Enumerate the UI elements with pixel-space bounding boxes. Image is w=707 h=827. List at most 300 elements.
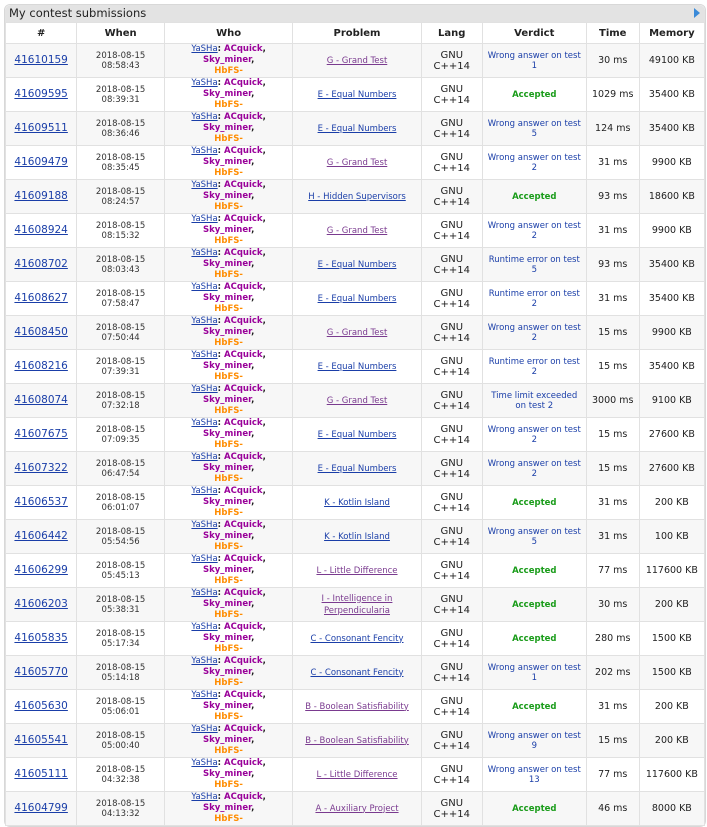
submission-id-cell <box>6 690 77 724</box>
problem-link[interactable]: L - Little Difference <box>316 769 398 780</box>
table-row <box>6 418 705 452</box>
member-separator: , <box>251 157 255 167</box>
table-row <box>6 384 705 418</box>
lang-name: GNU <box>440 763 464 775</box>
who-cell <box>164 248 292 282</box>
submission-time-of-day: 07:09:35 <box>101 434 140 445</box>
member-hbfs[interactable]: HbFS- <box>214 304 243 314</box>
member-acquick[interactable]: ACquick <box>224 78 263 88</box>
problem-link[interactable]: A - Auxiliary Project <box>315 803 399 814</box>
member-hbfs[interactable]: HbFS- <box>214 236 243 246</box>
verdict-cell <box>482 418 586 452</box>
submission-id-link[interactable]: 41605630 <box>14 700 68 712</box>
submission-id-link[interactable]: 41608924 <box>14 224 68 236</box>
submission-id-link[interactable]: 41605770 <box>14 666 68 678</box>
member-sky-miner[interactable]: Sky_miner <box>202 429 252 439</box>
team-name-link[interactable]: YaSHa <box>191 78 218 88</box>
member-sky-miner[interactable]: Sky_miner <box>202 735 252 745</box>
verdict-rejected: Wrong answer on test 2 <box>487 458 581 479</box>
member-hbfs[interactable]: HbFS- <box>214 100 243 110</box>
problem-link[interactable]: E - Equal Numbers <box>317 463 397 474</box>
team-separator: : <box>217 656 225 666</box>
member-separator: , <box>262 418 266 428</box>
verdict-rejected: Time limit exceeded on test 2 <box>491 390 578 411</box>
table-row <box>6 146 705 180</box>
problem-link[interactable]: L - Little Difference <box>316 565 398 576</box>
problem-cell <box>293 214 421 248</box>
submission-time-of-day: 08:35:45 <box>101 162 140 173</box>
member-sky-miner[interactable]: Sky_miner <box>202 157 252 167</box>
member-separator: , <box>251 633 255 643</box>
team-name-link[interactable]: YaSHa <box>191 350 218 360</box>
submission-id-link[interactable]: 41605111 <box>14 768 68 780</box>
member-acquick[interactable]: ACquick <box>224 622 263 632</box>
submission-id-cell <box>6 520 77 554</box>
member-hbfs[interactable]: HbFS- <box>214 202 243 212</box>
verdict-rejected: Wrong answer on test 1 <box>487 50 581 71</box>
member-acquick[interactable]: ACquick <box>224 44 263 54</box>
member-acquick[interactable]: ACquick <box>224 520 263 530</box>
problem-link[interactable]: H - Hidden Supervisors <box>308 191 406 202</box>
member-hbfs[interactable]: HbFS- <box>214 372 243 382</box>
member-separator: , <box>251 667 255 677</box>
team-name-link[interactable]: YaSHa <box>191 248 218 258</box>
team-name-link[interactable]: YaSHa <box>191 792 218 802</box>
member-separator: , <box>251 735 255 745</box>
verdict-accepted: Accepted <box>512 599 557 610</box>
submission-date: 2018-08-15 <box>95 798 146 809</box>
team-name-link[interactable]: YaSHa <box>191 384 218 394</box>
lang-cell <box>421 180 482 214</box>
verdict-rejected: Wrong answer on test 13 <box>487 764 581 785</box>
team-name-link[interactable]: YaSHa <box>191 486 218 496</box>
team-name-link[interactable]: YaSHa <box>191 520 218 530</box>
submission-id-link[interactable]: 41607322 <box>14 462 68 474</box>
problem-link[interactable]: G - Grand Test <box>326 395 388 406</box>
who-cell <box>164 78 292 112</box>
submission-date: 2018-08-15 <box>95 764 146 775</box>
problem-link[interactable]: E - Equal Numbers <box>317 429 397 440</box>
lang-version: C++14 <box>433 570 470 582</box>
verdict-cell <box>482 282 586 316</box>
submission-id-cell <box>6 792 77 826</box>
team-name-link[interactable]: YaSHa <box>191 554 218 564</box>
when-cell <box>77 792 165 826</box>
problem-link[interactable]: G - Grand Test <box>326 225 388 236</box>
member-sky-miner[interactable]: Sky_miner <box>202 633 252 643</box>
submission-id-link[interactable]: 41609595 <box>14 88 68 100</box>
table-row <box>6 78 705 112</box>
member-sky-miner[interactable]: Sky_miner <box>202 565 252 575</box>
header-who[interactable]: Who <box>164 23 292 44</box>
team-separator: : <box>217 554 225 564</box>
problem-link[interactable]: I - Intelligence in Perpendicularia <box>321 593 393 616</box>
team-name-link[interactable]: YaSHa <box>191 656 218 666</box>
member-acquick[interactable]: ACquick <box>224 486 263 496</box>
member-acquick[interactable]: ACquick <box>224 758 263 768</box>
submission-id-link[interactable]: 41609511 <box>14 122 68 134</box>
member-acquick[interactable]: ACquick <box>224 724 263 734</box>
submission-date: 2018-08-15 <box>95 152 146 163</box>
submission-time-of-day: 05:00:40 <box>101 740 140 751</box>
member-sky-miner[interactable]: Sky_miner <box>202 327 252 337</box>
table-row <box>6 622 705 656</box>
member-acquick[interactable]: ACquick <box>224 282 263 292</box>
problem-link[interactable]: E - Equal Numbers <box>317 123 397 134</box>
member-hbfs[interactable]: HbFS- <box>214 814 243 824</box>
problem-link[interactable]: E - Equal Numbers <box>317 361 397 372</box>
lang-version: C++14 <box>433 502 470 514</box>
team-name-link[interactable]: YaSHa <box>191 112 218 122</box>
table-header-row <box>6 23 705 44</box>
problem-cell <box>293 622 421 656</box>
member-acquick[interactable]: ACquick <box>224 214 263 224</box>
who-cell <box>164 350 292 384</box>
memory-cell: 200 KB <box>639 588 704 622</box>
expand-arrow-icon[interactable] <box>694 8 700 18</box>
member-separator: , <box>262 486 266 496</box>
member-sky-miner[interactable]: Sky_miner <box>202 89 252 99</box>
member-acquick[interactable]: ACquick <box>224 554 263 564</box>
time-cell: 280 ms <box>586 622 639 656</box>
submission-date: 2018-08-15 <box>95 730 146 741</box>
member-hbfs[interactable]: HbFS- <box>214 406 243 416</box>
team-name-link[interactable]: YaSHa <box>191 282 218 292</box>
member-separator: , <box>251 361 255 371</box>
member-sky-miner[interactable]: Sky_miner <box>202 293 252 303</box>
member-sky-miner[interactable]: Sky_miner <box>202 599 252 609</box>
lang-version: C++14 <box>433 366 470 378</box>
table-row <box>6 248 705 282</box>
member-hbfs[interactable]: HbFS- <box>214 644 243 654</box>
header-memory[interactable]: Memory <box>639 23 704 44</box>
submission-id-cell <box>6 78 77 112</box>
memory-cell: 1500 KB <box>639 656 704 690</box>
submission-id-cell <box>6 214 77 248</box>
when-cell <box>77 486 165 520</box>
submission-id-link[interactable]: 41609479 <box>14 156 68 168</box>
member-hbfs[interactable]: HbFS- <box>214 576 243 586</box>
problem-link[interactable]: G - Grand Test <box>326 157 388 168</box>
member-separator: , <box>251 769 255 779</box>
header-problem[interactable]: Problem <box>293 23 421 44</box>
problem-link[interactable]: G - Grand Test <box>326 55 388 66</box>
submission-id-link[interactable]: 41610159 <box>14 54 68 66</box>
submission-id-cell <box>6 384 77 418</box>
submission-id-cell <box>6 44 77 78</box>
time-cell: 15 ms <box>586 350 639 384</box>
verdict-accepted: Accepted <box>512 803 557 814</box>
problem-cell <box>293 724 421 758</box>
lang-name: GNU <box>440 185 464 197</box>
submission-id-link[interactable]: 41605541 <box>14 734 68 746</box>
submission-id-link[interactable]: 41608216 <box>14 360 68 372</box>
member-sky-miner[interactable]: Sky_miner <box>202 463 252 473</box>
lang-name: GNU <box>440 151 464 163</box>
team-name-link[interactable]: YaSHa <box>191 622 218 632</box>
member-separator: , <box>251 293 255 303</box>
header-lang[interactable]: Lang <box>421 23 482 44</box>
when-cell <box>77 350 165 384</box>
time-cell: 15 ms <box>586 316 639 350</box>
member-hbfs[interactable]: HbFS- <box>214 134 243 144</box>
member-hbfs[interactable]: HbFS- <box>214 270 243 280</box>
problem-cell <box>293 78 421 112</box>
lang-version: C++14 <box>433 638 470 650</box>
submission-id-cell <box>6 656 77 690</box>
header-id[interactable]: # <box>6 23 77 44</box>
memory-cell: 9900 KB <box>639 146 704 180</box>
when-cell <box>77 248 165 282</box>
submission-time-of-day: 04:13:32 <box>101 808 140 819</box>
submission-id-link[interactable]: 41608074 <box>14 394 68 406</box>
member-sky-miner[interactable]: Sky_miner <box>202 803 252 813</box>
member-separator: , <box>262 78 266 88</box>
submission-id-link[interactable]: 41606203 <box>14 598 68 610</box>
problem-cell <box>293 792 421 826</box>
who-cell <box>164 554 292 588</box>
verdict-accepted: Accepted <box>512 497 557 508</box>
problem-cell <box>293 146 421 180</box>
time-cell: 30 ms <box>586 588 639 622</box>
who-cell <box>164 282 292 316</box>
verdict-accepted: Accepted <box>512 191 557 202</box>
member-separator: , <box>251 701 255 711</box>
verdict-cell <box>482 690 586 724</box>
memory-cell: 35400 KB <box>639 78 704 112</box>
problem-link[interactable]: E - Equal Numbers <box>317 293 397 304</box>
memory-cell: 35400 KB <box>639 350 704 384</box>
member-hbfs[interactable]: HbFS- <box>214 542 243 552</box>
team-name-link[interactable]: YaSHa <box>191 146 218 156</box>
submission-id-link[interactable]: 41608627 <box>14 292 68 304</box>
who-cell <box>164 520 292 554</box>
verdict-rejected: Runtime error on test 2 <box>488 356 580 377</box>
verdict-cell <box>482 146 586 180</box>
member-separator: , <box>251 497 255 507</box>
header-when[interactable]: When <box>77 23 165 44</box>
team-name-link[interactable]: YaSHa <box>191 418 218 428</box>
team-name-link[interactable]: YaSHa <box>191 214 218 224</box>
who-cell <box>164 418 292 452</box>
member-acquick[interactable]: ACquick <box>224 656 263 666</box>
submission-id-link[interactable]: 41608450 <box>14 326 68 338</box>
problem-link[interactable]: B - Boolean Satisfiability <box>305 735 409 746</box>
member-separator: , <box>251 55 255 65</box>
team-name-link[interactable]: YaSHa <box>191 44 218 54</box>
who-cell <box>164 656 292 690</box>
submissions-box <box>4 4 706 827</box>
member-acquick[interactable]: ACquick <box>224 588 263 598</box>
problem-link[interactable]: C - Consonant Fencity <box>310 633 404 644</box>
lang-version: C++14 <box>433 94 470 106</box>
member-acquick[interactable]: ACquick <box>224 146 263 156</box>
when-cell <box>77 758 165 792</box>
submission-time-of-day: 06:47:54 <box>101 468 140 479</box>
member-sky-miner[interactable]: Sky_miner <box>202 55 252 65</box>
member-separator: , <box>262 724 266 734</box>
member-sky-miner[interactable]: Sky_miner <box>202 395 252 405</box>
time-cell: 3000 ms <box>586 384 639 418</box>
submission-id-cell <box>6 622 77 656</box>
submission-id-link[interactable]: 41609188 <box>14 190 68 202</box>
verdict-cell <box>482 792 586 826</box>
member-hbfs[interactable]: HbFS- <box>214 746 243 756</box>
problem-link[interactable]: E - Equal Numbers <box>317 259 397 270</box>
member-sky-miner[interactable]: Sky_miner <box>202 225 252 235</box>
member-acquick[interactable]: ACquick <box>224 384 263 394</box>
member-hbfs[interactable]: HbFS- <box>214 780 243 790</box>
submission-id-link[interactable]: 41606537 <box>14 496 68 508</box>
submission-id-link[interactable]: 41604799 <box>14 802 68 814</box>
verdict-cell <box>482 384 586 418</box>
submission-id-link[interactable]: 41606442 <box>14 530 68 542</box>
box-title-text: My contest submissions <box>9 6 147 20</box>
team-name-link[interactable]: YaSHa <box>191 180 218 190</box>
problem-cell <box>293 248 421 282</box>
table-row <box>6 520 705 554</box>
problem-link[interactable]: G - Grand Test <box>326 327 388 338</box>
time-cell: 15 ms <box>586 452 639 486</box>
lang-cell <box>421 758 482 792</box>
table-row <box>6 486 705 520</box>
submission-date: 2018-08-15 <box>95 220 146 231</box>
member-hbfs[interactable]: HbFS- <box>214 610 243 620</box>
submission-date: 2018-08-15 <box>95 492 146 503</box>
member-hbfs[interactable]: HbFS- <box>214 66 243 76</box>
lang-version: C++14 <box>433 468 470 480</box>
submission-id-link[interactable]: 41607675 <box>14 428 68 440</box>
when-cell <box>77 554 165 588</box>
lang-version: C++14 <box>433 434 470 446</box>
member-sky-miner[interactable]: Sky_miner <box>202 123 252 133</box>
memory-cell: 49100 KB <box>639 44 704 78</box>
problem-cell <box>293 44 421 78</box>
member-hbfs[interactable]: HbFS- <box>214 168 243 178</box>
submission-date: 2018-08-15 <box>95 288 146 299</box>
verdict-cell <box>482 316 586 350</box>
time-cell: 93 ms <box>586 248 639 282</box>
member-sky-miner[interactable]: Sky_miner <box>202 497 252 507</box>
member-sky-miner[interactable]: Sky_miner <box>202 701 252 711</box>
who-cell <box>164 146 292 180</box>
member-acquick[interactable]: ACquick <box>224 112 263 122</box>
problem-cell <box>293 486 421 520</box>
lang-cell <box>421 520 482 554</box>
team-separator: : <box>217 758 225 768</box>
member-sky-miner[interactable]: Sky_miner <box>202 531 252 541</box>
who-cell <box>164 316 292 350</box>
problem-link[interactable]: B - Boolean Satisfiability <box>305 701 409 712</box>
team-name-link[interactable]: YaSHa <box>191 724 218 734</box>
problem-link[interactable]: K - Kotlin Island <box>324 531 390 542</box>
member-sky-miner[interactable]: Sky_miner <box>202 191 252 201</box>
header-time[interactable]: Time <box>586 23 639 44</box>
lang-name: GNU <box>440 423 464 435</box>
submission-id-cell <box>6 554 77 588</box>
member-acquick[interactable]: ACquick <box>224 180 263 190</box>
verdict-cell <box>482 180 586 214</box>
member-acquick[interactable]: ACquick <box>224 690 263 700</box>
who-cell <box>164 758 292 792</box>
lang-version: C++14 <box>433 672 470 684</box>
submission-time-of-day: 08:58:43 <box>101 60 140 71</box>
submission-id-link[interactable]: 41606299 <box>14 564 68 576</box>
member-hbfs[interactable]: HbFS- <box>214 508 243 518</box>
lang-version: C++14 <box>433 60 470 72</box>
problem-cell <box>293 758 421 792</box>
team-name-link[interactable]: YaSHa <box>191 452 218 462</box>
member-hbfs[interactable]: HbFS- <box>214 338 243 348</box>
table-row <box>6 316 705 350</box>
lang-version: C++14 <box>433 298 470 310</box>
member-separator: , <box>262 758 266 768</box>
lang-cell <box>421 282 482 316</box>
lang-cell <box>421 554 482 588</box>
team-name-link[interactable]: YaSHa <box>191 316 218 326</box>
submission-id-link[interactable]: 41605835 <box>14 632 68 644</box>
problem-link[interactable]: C - Consonant Fencity <box>310 667 404 678</box>
problem-cell <box>293 554 421 588</box>
verdict-cell <box>482 44 586 78</box>
table-row <box>6 758 705 792</box>
member-sky-miner[interactable]: Sky_miner <box>202 361 252 371</box>
member-acquick[interactable]: ACquick <box>224 248 263 258</box>
member-acquick[interactable]: ACquick <box>224 418 263 428</box>
submission-id-cell <box>6 418 77 452</box>
problem-link[interactable]: K - Kotlin Island <box>324 497 390 508</box>
lang-cell <box>421 78 482 112</box>
member-hbfs[interactable]: HbFS- <box>214 474 243 484</box>
verdict-cell <box>482 622 586 656</box>
member-hbfs[interactable]: HbFS- <box>214 440 243 450</box>
member-hbfs[interactable]: HbFS- <box>214 678 243 688</box>
member-separator: , <box>251 531 255 541</box>
member-separator: , <box>251 225 255 235</box>
submission-id-link[interactable]: 41608702 <box>14 258 68 270</box>
when-cell <box>77 44 165 78</box>
who-cell <box>164 214 292 248</box>
lang-version: C++14 <box>433 808 470 820</box>
member-acquick[interactable]: ACquick <box>224 452 263 462</box>
member-hbfs[interactable]: HbFS- <box>214 712 243 722</box>
verdict-rejected: Wrong answer on test 2 <box>487 152 581 173</box>
member-sky-miner[interactable]: Sky_miner <box>202 667 252 677</box>
who-cell <box>164 792 292 826</box>
submission-time-of-day: 06:01:07 <box>101 502 140 513</box>
team-separator: : <box>217 384 225 394</box>
team-name-link[interactable]: YaSHa <box>191 588 218 598</box>
submission-time-of-day: 05:14:18 <box>101 672 140 683</box>
lang-name: GNU <box>440 797 464 809</box>
time-cell: 202 ms <box>586 656 639 690</box>
header-verdict[interactable]: Verdict <box>482 23 586 44</box>
member-separator: , <box>251 259 255 269</box>
lang-name: GNU <box>440 117 464 129</box>
team-name-link[interactable]: YaSHa <box>191 690 218 700</box>
who-cell <box>164 486 292 520</box>
submission-time-of-day: 08:15:32 <box>101 230 140 241</box>
member-acquick[interactable]: ACquick <box>224 316 263 326</box>
memory-cell: 8000 KB <box>639 792 704 826</box>
member-acquick[interactable]: ACquick <box>224 350 263 360</box>
team-name-link[interactable]: YaSHa <box>191 758 218 768</box>
problem-link[interactable]: E - Equal Numbers <box>317 89 397 100</box>
member-sky-miner[interactable]: Sky_miner <box>202 769 252 779</box>
member-acquick[interactable]: ACquick <box>224 792 263 802</box>
member-sky-miner[interactable]: Sky_miner <box>202 259 252 269</box>
lang-version: C++14 <box>433 536 470 548</box>
